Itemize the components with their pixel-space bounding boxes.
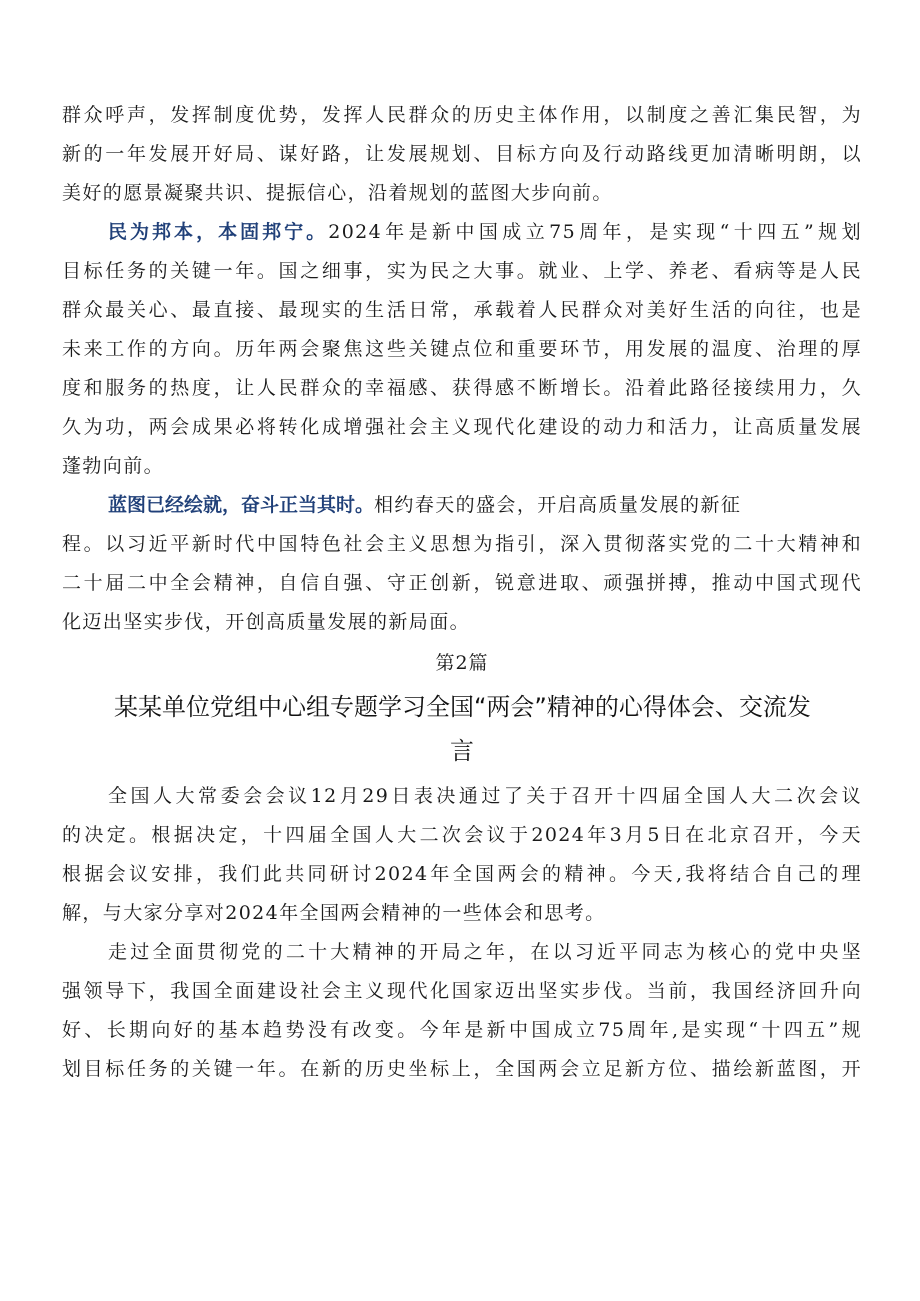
text-line: 二十届二中全会精神，自信自强、守正创新，锐意进取、顽强拼搏，推动中国式现代 [62, 572, 862, 594]
paragraph-heading: 蓝图已经绘就，奋斗正当其时。 [108, 494, 375, 516]
article-title-line: 言 [450, 737, 474, 765]
article-title [62, 685, 862, 773]
text-line: 好、长期向好的基本趋势没有改变。今年是新中国成立75周年,是实现“十四五”规 [62, 1019, 862, 1041]
text-line [62, 213, 862, 252]
text-line: 的决定。根据决定，十四届全国人大二次会议于2024年3月5日在北京召开，今天 [62, 824, 862, 846]
text-line: 未来工作的方向。历年两会聚焦这些关键点位和重要环节，用发展的温度、治理的厚 [62, 338, 862, 360]
article-paragraph [62, 777, 862, 933]
text-line: 美好的愿景凝聚共识、提振信心，沿着规划的蓝图大步向前。 [62, 182, 613, 204]
text-line: 新的一年发展开好局、谋好路，让发展规划、目标方向及行动路线更加清晰明朗，以 [62, 143, 862, 165]
text-line: 蓬勃向前。 [62, 455, 165, 477]
text-line: 群众呼声，发挥制度优势，发挥人民群众的历史主体作用，以制度之善汇集民智，为 [62, 104, 862, 126]
text-line: 目标任务的关键一年。国之细事，实为民之大事。就业、上学、养老、看病等是人民 [62, 260, 862, 282]
paragraph-text: 2024年是新中国成立75周年，是实现“十四五”规划 [328, 221, 862, 243]
text-line: 划目标任务的关键一年。在新的历史坐标上，全国两会立足新方位、描绘新蓝图，开 [62, 1058, 862, 1080]
text-line: 度和服务的热度，让人民群众的幸福感、获得感不断增长。沿着此路径接续用力，久 [62, 377, 862, 399]
text-line: 根据会议安排，我们此共同研讨2024年全国两会的精神。今天,我将结合自己的理 [62, 863, 862, 885]
section-separator: 第2篇 [435, 652, 489, 674]
document-page [62, 96, 862, 1089]
text-line: 群众最关心、最直接、最现实的生活日常，承载着人民群众对美好生活的向往，也是 [62, 299, 862, 321]
paragraph-continuation [62, 96, 862, 213]
text-line: 程。以习近平新时代中国特色社会主义思想为指引，深入贯彻落实党的二十大精神和 [62, 533, 862, 555]
paragraph-text: 相约春天的盛会，开启高质量发展的新征 [374, 494, 742, 516]
paragraph-lan-tu [62, 486, 862, 642]
text-line: 强领导下，我国全面建设社会主义现代化国家迈出坚实步伐。当前，我国经济回升向 [62, 980, 862, 1002]
text-line: 解，与大家分享对2024年全国两会精神的一些体会和思考。 [62, 902, 606, 924]
paragraph-heading: 民为邦本，本固邦宁。 [108, 221, 329, 243]
text-line [62, 486, 862, 525]
paragraph-min-wei-bang-ben [62, 213, 862, 486]
text-line: 走过全面贯彻党的二十大精神的开局之年，在以习近平同志为核心的党中央坚 [108, 941, 862, 963]
text-line: 化迈出坚实步伐，开创高质量发展的新局面。 [62, 611, 471, 633]
text-line: 久为功，两会成果必将转化成增强社会主义现代化建设的动力和活力，让高质量发展 [62, 416, 862, 438]
text-line: 全国人大常委会会议12月29日表决通过了关于召开十四届全国人大二次会议 [108, 785, 862, 807]
article-title-line: 某某单位党组中心组专题学习全国“两会”精神的心得体会、交流发 [114, 693, 811, 721]
article-paragraph [62, 933, 862, 1089]
